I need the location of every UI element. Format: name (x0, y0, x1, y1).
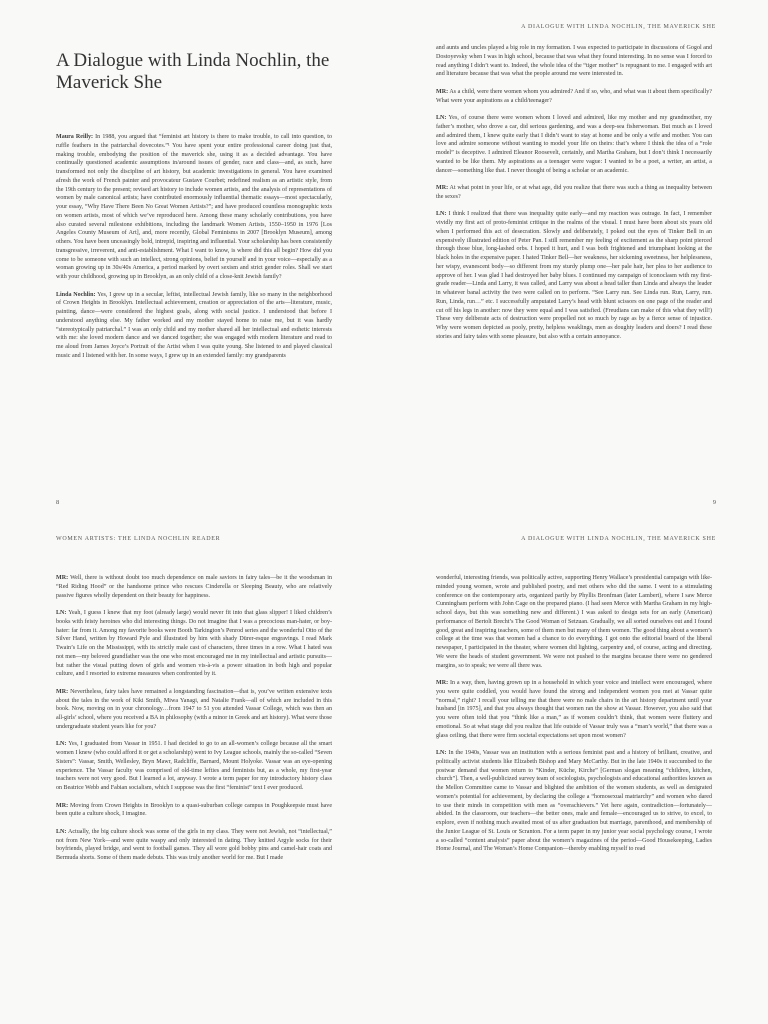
speaker-label: MR: (56, 688, 69, 695)
chapter-title: A Dialogue with Linda Nochlin, the Maverick She (56, 50, 330, 93)
paragraph-text: Yes, I graduated from Vassar in 1951. I had decided to go to an all-women’s college because all the smart women I knew (who could afford it or get a scholarship) went to Ivy League schools, mainly the so-called “Seven Sisters”: Vassar, Smith, Wellesley, Bryn Mawr, Radcliffe, Barnard, Mount Holyoke. Vassar was an eye-opening experience. The Vassar faculty was comprised of old-time lefties and feminists but, as a whole, my first-year teachers were not very good. But I learned a lot, anyway. I wrote a term paper for my introductory history class on Beatrice Webb and Fabian socialism, which I suppose was the first “feminist” text I ever produced. (56, 741, 332, 791)
page-10-body (56, 574, 332, 1014)
paragraph-text: Well, there is without doubt too much dependence on male saviors in fairy tales—be it the woodsman in “Red Riding Hood” or the handsome prince who rescues Cinderella or Sleeping Beauty, who are relatively passive figures wholly dependent on their beauty for happiness. (56, 575, 332, 599)
paragraph-text: Yes, I grew up in a secular, leftist, intellectual Jewish family, like so many in the neighborhood of Crown Heights in Brooklyn. Intellectual achievement, creation or appreciation of the arts—literature, music, painting, dance—were considered the highest goals, along with social justice. I understood that before I understood anything else. My father worked and my mother stayed home to raise me, but it was hardly “stereotypically patriarchal.” I was an only child and my mother shared all her intellectual and esthetic interests with me: she loved modern dance and we danced together; she was engaged with modern literature and read to me aloud from James Joyce’s Portrait of the Artist when I was quite young. She listened to and played classical music and I listened with her. In some ways, I grew up in an extended family: my grandparents (56, 291, 332, 359)
paragraph-text: and aunts and uncles played a big role in my formation. I was expected to participate in discussions of Gogol and Dostoyevsky when I was in high school, because that was what they found interesting. In no sense was I forced to read anything I didn’t want to. Indeed, the whole idea of the “tiger mother” is repugnant to me. I engaged with art and literature because that was what the people around me were interested in. (436, 45, 712, 78)
paragraph-text: wonderful, interesting friends, was politically active, supporting Henry Wallace’s presidential campaign with like-minded young women, wrote and published poetry, and met others who did the same. I went to a stimulating conference on the contemporary arts, organized partly by Phyllis Bronfman (later Lambert), where I saw Merce Cunningham perform with John Cage on the prepared piano. (I had seen Merce with Martha Graham in my high-school days, but this was something new and different.) I was asked to design sets for an early (American) performance of Bertolt Brecht’s The Good Woman of Setzuan. Gradually, we all sorted ourselves out and I found good, great and inspiring teachers, some of them men but many of them women. The good thing about a women’s college at the time was that women had a chance to do everything. I got onto the editorial board of the liberal newspaper, I participated in the theater, where women did lighting, carpentry and, of course, acting and directing. We were the heads of student government. We were not pushed to the margins because there were no gendered margins, so to speak; we were all there was. (436, 575, 712, 669)
paragraph (56, 574, 332, 600)
paragraph-text: Yes, of course there were women whom I loved and admired, like my mother and my grandmother, my father’s mother, who drove a car, did serious gardening, and was a deep-sea fisherwoman. But much as I loved and admired them, I knew quite early that I didn’t want to stay at home and be only a wife and mother. You can love and admire someone without wanting to model your life on theirs: that’s where I think the idea of a “role model” is deceptive. I admired Eleanor Roosevelt, certainly, and Martha Graham, but I don’t think I necessarily wanted to be like them. My aspirations as a teenager were vague: I wanted to be a poet, a writer, an artist, a dancer—something like that. I never thought of being a scholar or an academic. (436, 115, 712, 174)
paragraph (436, 679, 712, 740)
paragraph (56, 740, 332, 793)
paragraph-text: As a child, were there women whom you admired? And if so, who, and what was it about them specifically? What were your aspirations as a child/teenager? (436, 88, 712, 104)
speaker-label: LN: (436, 115, 447, 121)
speaker-label: MR: (56, 575, 69, 581)
running-head: A DIALOGUE WITH LINDA NOCHLIN, THE MAVERICK SHE (521, 536, 716, 542)
paragraph (56, 291, 332, 361)
paragraph (436, 574, 712, 670)
page-8 (0, 0, 384, 512)
speaker-label: LN: (56, 610, 67, 616)
speaker-label: MR: (436, 88, 449, 95)
paragraph-text: In 1988, you argued that “feminist art history is there to make trouble, to call into question, to ruffle feathers in the patriarchal dovecotes.”¹ You have spent your entire professional career doing just that, making trouble, embodying the position of the maverick she, using it as a decided advantage. You have continually questioned academic assumptions in/around issues of gender, race and class—and, as such, have transformed not only the discipline of art history, but academic investigations in general. You have examined afresh the work of French painter and provocateur Gustave Courbet; redefined realism as an artistic style, from the 19th century to the present; revised art history to include women artists, and the analysis of representations of women by male canonical artists; have contributed enormously influential thematic essays—most spectacularly, your essay, “Why Have There Been No Great Women Artists?”; and have produced countless monographic texts on women artists, most of which we’ve reproduced here. Among these many scholarly contributions, you have also curated several milestone exhibitions, including the landmark Women Artists, 1550–1950 in 1976 [Los Angeles County Museum of Art], and, more recently, Global Feminisms in 2007 [Brooklyn Museum], among others. You have been unceasingly bold, intrepid, inspiring and influential. Your scholarship has been consistently transgressive, irreverent, and anti-establishment. What I want to know, is where did this all begin? How did you come to be someone with such an intellect, strong opinions, belief in yourself and in your voice—especially as a woman growing up in 30s/40s America, a period marked by overt sexism and strict gender roles. Shall we start with your childhood, growing up in Brooklyn, as an only child of a close-knit Jewish family? (56, 134, 332, 280)
paragraph (436, 44, 712, 79)
paragraph-text: In a way, then, having grown up in a household in which your voice and intellect were encouraged, where you were quite coddled, you would have found the strong and independent women you met at Vassar quite “normal,” right? I recall your telling me that there were no male chairs in the art history department until your husband [in 1975], and that you always thought that women ran the show at Vassar. However, you also said that you were often told that you “think like a man,” as if women couldn’t think, that women were fluttery and emotional. So at what stage did you realize that life outside of Vassar truly was a “man’s world,” that there was a glass ceiling, that there were firm societal expectations set upon most women? (436, 680, 712, 739)
page-9-body (436, 44, 712, 494)
page-number: 9 (712, 499, 716, 506)
speaker-label: LN: (56, 741, 67, 748)
paragraph-text: I think I realized that there was inequality quite early—and my reaction was outrage. In fact, I remember vividly my first act of proto-feminist critique in the realms of the visual. I must have been about six years old when I performed this act of desecration. Slowly and deliberately, I poked out the eyes of Tinker Bell in an expensively illustrated edition of Peter Pan. I still remember my feeling of excitement as the sharp point pierced through those blue, long-lashed orbs. I hoped it hurt, and I was both frightened and triumphant looking at the black holes in the expensive paper. I hated Tinker Bell—her weakness, her sickening sweetness, her helplessness, her wispy, evanescent body—so different from my sturdy plump one—her pale hair, her plea to her audience to approve of her. I was glad I had destroyed her baby blues. I continued my campaign of iconoclasm with my first-grade reader—Linda and Larry, it was called, and Larry was about a head taller than Linda and always the leader in whatever banal activity the two were called on to perform. “See Larry run. See Linda run. Run, Larry, run. Run, Linda, run…” etc. I successfully amputated Larry’s head with blunt scissors on one page of the reader and cut off his legs in another: now they were equal and I was satisfied. (Freudians can make of this what they will!) These very deliberate acts of destruction were propelled not so much by rage as by a fierce sense of injustice. Why were women depicted as pooly, pretty, helpless weaklings, men as doughty leaders and doers? I read these stories and fairy tales with some pleasure, but also with a certain annoyance. (436, 211, 712, 340)
speaker-label: MR: (436, 185, 449, 191)
paragraph-text: Nevertheless, fairy tales have remained a longstanding fascination—that is, you’ve written extensive texts about the tales in the work of Kiki Smith, Miwa Yanagi, and Natalie Frank—all of which are included in this book. Now, moving on in your chronology…from 1947 to 51 you attended Vassar College, which was then an all-girls’ school, where you received a BA in philosophy (with a minor in Greek and art history). What were those undergraduate student years like for you? (56, 688, 332, 730)
speaker-label: Linda Nochlin: (56, 291, 96, 298)
paragraph (436, 184, 712, 202)
speaker-label: MR: (56, 802, 69, 809)
speaker-label: LN: (436, 211, 447, 218)
paragraph (436, 749, 712, 854)
running-head: A DIALOGUE WITH LINDA NOCHLIN, THE MAVERICK SHE (521, 24, 716, 30)
paragraph (56, 802, 332, 820)
page-11-body (436, 574, 712, 1014)
paragraph (436, 88, 712, 106)
paragraph-text: In the 1940s, Vassar was an institution with a serious feminist past and a history of brilliant, creative, and politically activist students like Elizabeth Bishop and Mary McCarthy. But in the late 1940s it succumbed to the postwar demand that women return to “Kinder, Küche, Kirche” [German slogan meaning “children, kitchen, church”]. Then, a well-publicized survey team of sociologists, psychologists and educational authorities known as the Mellon Committee came to Vassar and blighted the ambition of the women students, as well as denigrated women’s potential for achievement, by declaring the college a “homosexual matriarchy” and women who dared to use their minds in competition with men as “overachievers.” Yet here again, contradiction—fortunately—abided. In the classroom, our teachers—the better ones, male and female—encouraged us to strive, to excel, to explore, even if nothing much awaited most of us after graduation but marriage, parenthood, and membership of the Junior League of St. Louis or Scranton. For a term paper in my junior year social psychology course, I wrote a so-called “content analysis” paper about the women’s magazines of the period—Good Housekeeping, Ladies Home Journal, and The Woman’s Home Companion—thereby enabling myself to read (436, 750, 712, 853)
page-11 (384, 512, 768, 1024)
speaker-label: LN: (56, 828, 67, 835)
paragraph-text: At what point in your life, or at what age, did you realize that there was such a thing as inequality between the sexes? (436, 185, 712, 200)
paragraph (56, 609, 332, 679)
running-head: WOMEN ARTISTS: THE LINDA NOCHLIN READER (56, 536, 221, 542)
page-9 (384, 0, 768, 512)
paragraph (436, 210, 712, 341)
paragraph (56, 133, 332, 282)
speaker-label: LN: (436, 750, 447, 756)
paragraph-text: Moving from Crown Heights in Brooklyn to a quasi-suburban college campus in Poughkeepsie must have been quite a culture shock, I imagine. (56, 802, 332, 818)
page-8-body (56, 133, 332, 488)
page-number: 8 (56, 499, 60, 506)
paragraph-text: Yeah, I guess I knew that my foot (already large) would never fit into that glass slipper! I liked children’s books with feisty heroines who did interesting things. Do not imagine that I was a precocious man-hater, or boy-hater: far from it. Among my favorite books were Booth Tarkington’s Penrod series and the wonderful Otto of the Silver Hand, written by Howard Pyle and illustrated by him with shady Dürer-esque engravings. I read Mark Twain’s Life on the Mississippi, with its strictly male cast of characters, three times in a row. What I hated was not men—my beloved grandfather was the one who most encouraged me in my intellectual and artistic pursuits—but rather the visual putting down of girls and women vis-à-vis a power situation in both high and popular culture, and I resorted to extreme measures when confronted by it. (56, 610, 332, 678)
paragraph-text: Actually, the big culture shock was some of the girls in my class. They were not Jewish, not “intellectual,” not from New York—and were quite waspy and only interested in dating. They knitted Argyle socks for their boyfriends, played bridge, and went to football games. They all wore gold bobby pins and camel-hair coats and Bermuda shorts. Some of them made debuts. This was truly another world for me. But I made (56, 828, 332, 861)
page-10 (0, 512, 384, 1024)
paragraph (56, 828, 332, 863)
speaker-label: MR: (436, 680, 449, 686)
speaker-label: Maura Reilly: (56, 134, 94, 140)
paragraph (436, 114, 712, 175)
paragraph (56, 688, 332, 732)
